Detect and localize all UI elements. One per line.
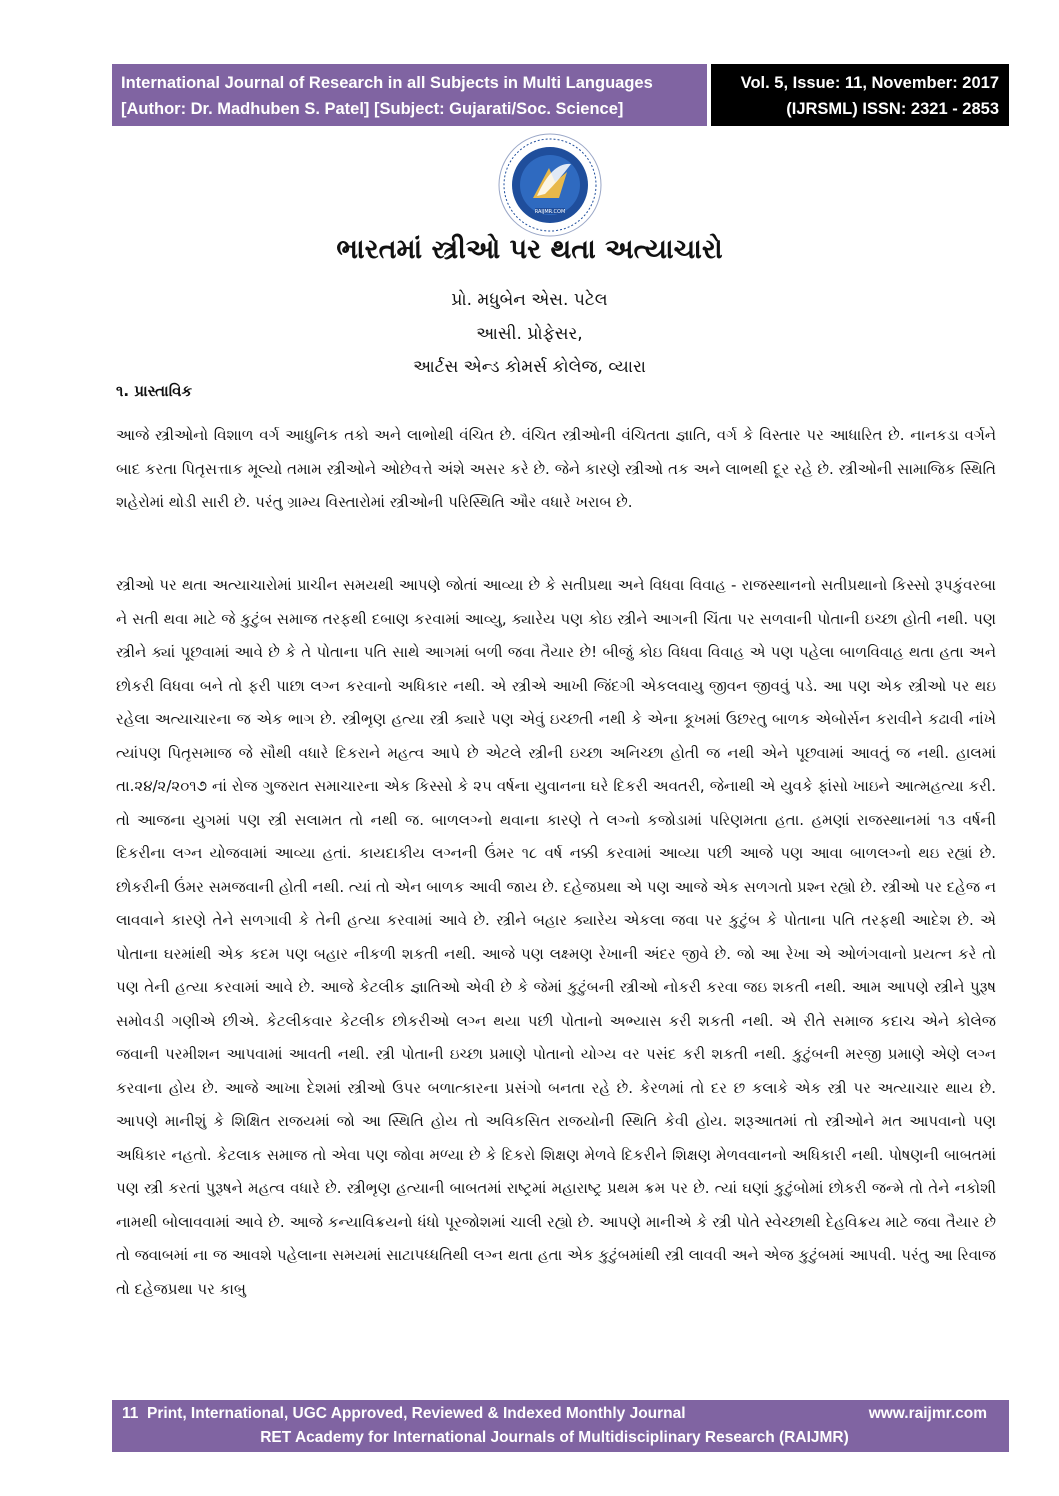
volume-issue: Vol. 5, Issue: 11, November: 2017 [740, 74, 999, 92]
logo-url-text: RAIJMR.COM [534, 209, 566, 215]
footer-publisher: RET Academy for International Journals of Multidisciplinary Research (RAIJMR) [260, 1429, 849, 1446]
footer-band [112, 1400, 1009, 1452]
author-designation: આસી. પ્રોફેસર, [476, 324, 583, 344]
journal-header-band [112, 64, 707, 126]
author-name: પ્રો. મધુબેન એસ. પટેલ [451, 290, 608, 310]
footer-left [122, 1402, 686, 1426]
journal-title: International Journal of Research in all Subjects in Multi Languages [121, 74, 653, 92]
author-subject: [Author: Dr. Madhuben S. Patel] [Subject: Gujarati/Soc. Science] [121, 100, 624, 118]
intro-paragraph-1: આજે સ્ત્રીઓનો વિશાળ વર્ગ આધુનિક તકો અને લાભોથી વંચિત છે. વંચિત સ્ત્રીઓની વંચિતતા જ્ઞાતિ, વર્ગ કે વિસ્તાર પર આધારિત છે. નાનકડા વર્ગને બાદ કરતા પિતૃસત્તાક મૂલ્યો તમામ સ્ત્રીઓને ઓછેવત્તે અંશે અસર કરે છે. જેને કારણે સ્ત્રીઓ તક અને લાભથી દૂર રહે છે. સ્ત્રીઓની સામાજિક સ્થિતિ શહેરોમાં થોડી સારી છે. પરંતુ ગ્રામ્ય વિસ્તારોમાં સ્ત્રીઓની પરિસ્થિતિ ઔર વધારે ખરાબ છે. [116, 426, 996, 511]
issue-info-band [711, 64, 1009, 126]
journal-logo [497, 132, 603, 238]
footer-website: www.raijmr.com [868, 1405, 987, 1422]
author-college: આર્ટસ એન્ડ કોમર્સ કોલેજ, વ્યારા [413, 357, 646, 377]
intro-paragraph-2: સ્ત્રીઓ પર થતા અત્યાચારોમાં પ્રાચીન સમયથી આપણે જોતાં આવ્યા છે કે સતીપ્રથા અને વિધવા વિવાહ - રાજસ્થાનનો સતીપ્રથાનો કિસ્સો રૂપકુંવરબા ને સતી થવા માટે જે કુટુંબ સમાજ તરફથી દબાણ કરવામાં આવ્યુ, ક્યારેય પણ કોઇ સ્ત્રીને આગની ચિંતા પર સળવાની પોતાની ઇચ્છા હોતી નથી. પણ સ્ત્રીને ક્યાં પૂછવામાં આવે છે કે તે પોતાના પતિ સાથે આગમાં બળી જવા તૈયાર છે! બીજું કોઇ વિધવા વિવાહ એ પણ પહેલા બાળવિવાહ થતા હતા અને છોકરી વિધવા બને તો ફરી પાછા લગ્ન કરવાનો અધિકાર નથી. એ સ્ત્રીએ આખી જિંદગી એકલવાયુ જીવન જીવવું પડે. આ પણ એક સ્ત્રીઓ પર થઇ રહેલા અત્યાચારના જ એક ભાગ છે. સ્ત્રીભૃણ હત્યા સ્ત્રી ક્યારે પણ એવું ઇચ્છતી નથી કે એના કૂખમાં ઉછરતુ બાળક એબોર્સન કરાવીને કઢાવી નાંખે ત્યાંપણ પિતૃસમાજ જે સૌથી વધારે દિકરાને મહત્વ આપે છે એટલે સ્ત્રીની ઇચ્છા અનિચ્છા હોતી જ નથી એને પૂછવામાં આવતું જ નથી. હાલમાં તા.૨૪/૨/૨૦૧૭ નાં રોજ ગુજરાત સમાચારના એક કિસ્સો કે ૨૫ વર્ષના યુવાનના ઘરે દિકરી અવતરી, જેનાથી એ યુવકે ફાંસો ખાઇને આત્મહત્યા કરી. તો આજના યુગમાં પણ સ્ત્રી સલામત તો નથી જ. બાળલગ્નો થવાના કારણે તે લગ્નો કજોડામાં પરિણમતા હતા. હમણાં રાજસ્થાનમાં ૧૩ વર્ષની દિકરીના લગ્ન યોજવામાં આવ્યા હતાં. કાયદાકીય લગ્નની ઉંમર ૧૮ વર્ષ નક્કી કરવામાં આવ્યા પછી આજે પણ આવા બાળલગ્નો થઇ રહ્યાં છે. છોકરીની ઉંમર સમજવાની હોતી નથી. ત્યાં તો એન બાળક આવી જાય છે. દહેજપ્રથા એ પણ આજે એક સળગતો પ્રશ્ન રહ્યો છે. સ્ત્રીઓ પર દહેજ ન લાવવાને કારણે તેને સળગાવી કે તેની હત્યા કરવામાં આવે છે. સ્ત્રીને બહાર ક્યારેય એકલા જવા પર કુટુંબ કે પોતાના પતિ તરફથી આદેશ છે. એ પોતાના ઘરમાંથી એક કદમ પણ બહાર નીકળી શકતી નથી. આજે પણ લક્ષ્મણ રેખાની અંદર જીવે છે. જો આ રેખા એ ઓળંગવાનો પ્રયત્ન કરે તો પણ તેની હત્યા કરવામાં આવે છે. આજે કેટલીક જ્ઞાતિઓ એવી છે કે જેમાં કુટુંબની સ્ત્રીઓ નોકરી કરવા જઇ શકતી નથી. આમ આપણે સ્ત્રીને પુરૂષ સમોવડી ગણીએ છીએ. કેટલીકવાર કેટલીક છોકરીઓ લગ્ન થયા પછી પોતાનો અભ્યાસ કરી શકતી નથી. એ રીતે સમાજ કદાચ એને કોલેજ જવાની પરમીશન આપવામાં આવતી નથી. સ્ત્રી પોતાની ઇચ્છા પ્રમાણે પોતાનો યોગ્ય વર પસંદ કરી શકતી નથી. કુટુંબની મરજી પ્રમાણે એણે લગ્ન કરવાના હોય છે. આજે આખા દેશમાં સ્ત્રીઓ ઉપર બળાત્કારના પ્રસંગો બનતા રહે છે. કેરળમાં તો દર છ કલાકે એક સ્ત્રી પર અત્યાચાર થાય છે. આપણે માનીશું કે શિક્ષિત રાજયમાં જો આ સ્થિતિ હોય તો અવિકસિત રાજયોની સ્થિતિ કેવી હોય. શરૂઆતમાં તો સ્ત્રીઓને મત આપવાનો પણ અધિકાર નહતો. કેટલાક સમાજ તો એવા પણ જોવા મળ્યા છે કે દિકરો શિક્ષણ મેળવે દિકરીને શિક્ષણ મેળવવાનનો અધિકારી નથી. પોષણની બાબતમાં પણ સ્ત્રી કરતાં પુરૂષને મહત્વ વધારે છે. સ્ત્રીભૃણ હત્યાની બાબતમાં રાષ્ટ્રમાં મહારાષ્ટ્ર પ્રથમ ક્રમ પર છે. ત્યાં ઘણાં કુટુંબોમાં છોકરી જન્મે તો તેને નકોશી નામથી બોલાવવામાં આવે છે. આજે કન્યાવિક્રયનો ધંધો પૂરજોશમાં ચાલી રહ્યો છે. આપણે માનીએ કે સ્ત્રી પોતે સ્વેચ્છાથી દેહવિક્રય માટે જવા તૈયાર છે તો જવાબમાં ના જ આવશે પહેલાના સમયમાં સાટાપધ્ધતિથી લગ્ન થતા હતા એક કુટુંબમાંથી સ્ત્રી લાવવી અને એજ કુટુંબમાં આપવી. પરંતુ આ રિવાજ તો દહેજપ્રથા પર કાબુ [116, 576, 996, 1298]
issn: (IJRSML) ISSN: 2321 - 2853 [786, 100, 999, 118]
section-heading: ૧. પ્રાસ્તાવિક [116, 382, 193, 400]
page-number: 11 [122, 1405, 139, 1422]
article-title: ભારતમાં સ્ત્રીઓ પર થતા અત્યાચારો [336, 234, 723, 265]
footer-journal-line: Print, International, UGC Approved, Reviewed & Indexed Monthly Journal [147, 1405, 686, 1422]
